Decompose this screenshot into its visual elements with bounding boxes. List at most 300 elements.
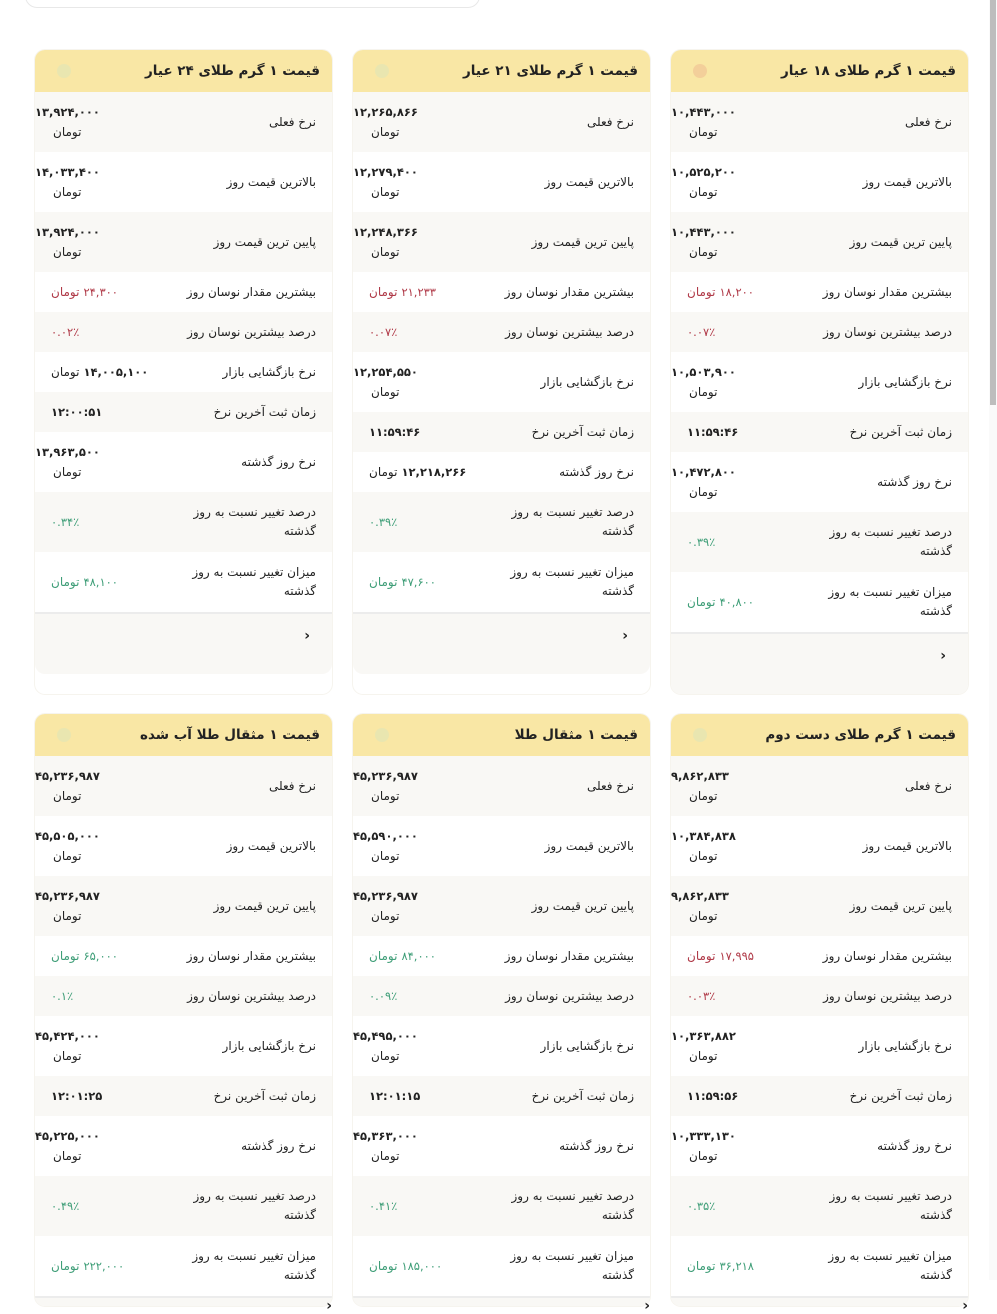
row-value <box>671 162 781 202</box>
row-label: زمان ثبت آخرین نرخ <box>849 1088 952 1103</box>
row-label: بالاترین قیمت روز <box>544 174 634 189</box>
row-value <box>353 946 463 966</box>
row-value <box>671 766 781 806</box>
value-number: ۱۱:۵۹:۴۶ <box>687 425 739 439</box>
value-number: ۴۵,۵۹۰,۰۰۰ <box>353 829 418 843</box>
currency-unit: تومان <box>689 485 718 499</box>
row-label: درصد تغییر نسبت به روز گذشته <box>511 505 634 538</box>
row-max-swing <box>353 272 650 312</box>
row-last-update-time <box>353 412 650 452</box>
row-value <box>353 162 463 202</box>
row-market-open <box>671 352 968 412</box>
row-previous-day <box>35 1116 332 1176</box>
card-footer <box>353 612 650 674</box>
value-number: ۱۰,۳۸۴,۸۳۸ <box>671 829 736 843</box>
row-value <box>671 532 781 552</box>
currency-unit: تومان <box>369 575 398 589</box>
row-label: بالاترین قیمت روز <box>862 174 952 189</box>
card-title: قیمت ۱ گرم طلای دست دوم <box>765 727 956 743</box>
row-value <box>35 1256 145 1276</box>
row-value <box>671 886 781 926</box>
value-number: ۱۲:۰۱:۱۵ <box>369 1089 421 1103</box>
currency-unit: تومان <box>53 849 82 863</box>
price-card-1 <box>671 50 968 694</box>
row-current-price <box>35 92 332 152</box>
row-value <box>353 572 463 592</box>
row-current-price <box>353 756 650 816</box>
card-title: قیمت ۱ گرم طلای ۲۴ عیار <box>144 63 320 79</box>
value-number: ۲۱,۲۳۳ <box>401 285 436 299</box>
currency-unit: تومان <box>689 245 718 259</box>
row-value <box>35 572 145 592</box>
row-label: میزان تغییر نسبت به روز گذشته <box>192 1249 316 1282</box>
row-label: بیشترین مقدار نوسان روز <box>186 948 316 963</box>
row-value <box>671 102 781 142</box>
chevron-left-icon[interactable]: ‹ <box>622 628 628 644</box>
value-number: ۴۵,۳۶۳,۰۰۰ <box>353 1129 418 1143</box>
row-change-amount <box>353 1236 650 1296</box>
value-number: ۱۳,۹۲۴,۰۰۰ <box>35 105 100 119</box>
currency-unit: تومان <box>369 465 398 479</box>
row-last-update-time <box>353 1076 650 1116</box>
row-label: پایین ترین قیمت روز <box>531 234 634 249</box>
value-number: ۱۱:۵۹:۴۶ <box>369 425 421 439</box>
row-label: نرخ فعلی <box>268 114 316 129</box>
row-value <box>353 1026 463 1066</box>
row-current-price <box>353 92 650 152</box>
row-value <box>353 1196 463 1216</box>
value-number: ۸۴,۰۰۰ <box>401 949 436 963</box>
row-change-amount <box>671 572 968 632</box>
value-number: ۴۸,۱۰۰ <box>83 575 118 589</box>
row-label: نرخ فعلی <box>268 778 316 793</box>
row-max-swing-pct <box>671 312 968 352</box>
row-value <box>353 362 463 402</box>
currency-unit: تومان <box>371 385 400 399</box>
row-label: پایین ترین قیمت روز <box>849 234 952 249</box>
card-title: قیمت ۱ مثقال طلا آب شده <box>139 727 320 743</box>
row-label: درصد تغییر نسبت به روز گذشته <box>829 1189 952 1222</box>
value-number: ۰.۳۵٪ <box>687 1199 716 1213</box>
card-footer <box>353 1296 650 1314</box>
row-max-swing <box>35 936 332 976</box>
row-label: بالاترین قیمت روز <box>226 838 316 853</box>
row-value <box>671 222 781 262</box>
row-previous-day <box>671 1116 968 1176</box>
row-change-pct <box>671 1176 968 1236</box>
row-label: نرخ فعلی <box>904 778 952 793</box>
card-footer <box>671 1296 968 1314</box>
row-value <box>35 1026 145 1066</box>
row-value <box>671 826 781 866</box>
row-label: نرخ بازگشایی بازار <box>540 1038 634 1053</box>
currency-unit: تومان <box>53 465 82 479</box>
currency-unit: تومان <box>371 1149 400 1163</box>
status-dot-icon <box>693 64 707 78</box>
row-label: نرخ فعلی <box>904 114 952 129</box>
value-number: ۱۳,۹۶۳,۵۰۰ <box>35 445 100 459</box>
price-rows <box>35 92 332 612</box>
row-change-amount <box>35 1236 332 1296</box>
currency-unit: تومان <box>51 949 80 963</box>
value-number: ۴۵,۴۹۵,۰۰۰ <box>353 1029 418 1043</box>
card-header <box>35 50 332 92</box>
currency-unit: تومان <box>687 285 716 299</box>
currency-unit: تومان <box>689 789 718 803</box>
row-day-high <box>35 816 332 876</box>
status-dot-icon <box>57 64 71 78</box>
row-day-low <box>671 876 968 936</box>
row-market-open <box>35 352 332 392</box>
row-label: نرخ فعلی <box>586 778 634 793</box>
value-number: ۱۴,۰۳۳,۴۰۰ <box>35 165 100 179</box>
value-number: ۰.۰۳٪ <box>687 989 716 1003</box>
currency-unit: تومان <box>371 789 400 803</box>
row-label: درصد تغییر نسبت به روز گذشته <box>829 525 952 558</box>
value-number: ۱۰,۵۰۳,۹۰۰ <box>671 365 736 379</box>
row-change-amount <box>35 552 332 612</box>
row-max-swing-pct <box>671 976 968 1016</box>
row-current-price <box>35 756 332 816</box>
row-value <box>671 986 781 1006</box>
value-number: ۰.۱٪ <box>51 989 74 1003</box>
value-number: ۱۲,۲۶۵,۸۶۶ <box>353 105 418 119</box>
currency-unit: تومان <box>689 185 718 199</box>
value-number: ۶۵,۰۰۰ <box>83 949 118 963</box>
value-number: ۲۲۲,۰۰۰ <box>83 1259 125 1273</box>
currency-unit: تومان <box>53 1049 82 1063</box>
value-number: ۹,۸۶۲,۸۳۳ <box>671 889 729 903</box>
row-value <box>35 1086 145 1106</box>
row-label: درصد بیشترین نوسان روز <box>187 988 316 1003</box>
value-number: ۴۵,۲۲۵,۰۰۰ <box>35 1129 100 1143</box>
row-label: نرخ بازگشایی بازار <box>540 374 634 389</box>
row-last-update-time <box>35 1076 332 1116</box>
currency-unit: تومان <box>51 365 80 379</box>
value-number: ۱۰,۴۴۳,۰۰۰ <box>671 105 736 119</box>
search-box[interactable] <box>25 0 480 8</box>
row-label: بیشترین مقدار نوسان روز <box>186 284 316 299</box>
row-label: نرخ بازگشایی بازار <box>222 1038 316 1053</box>
value-number: ۴۵,۵۰۵,۰۰۰ <box>35 829 100 843</box>
row-label: میزان تغییر نسبت به روز گذشته <box>510 565 634 598</box>
row-value <box>35 322 145 342</box>
row-value <box>35 1196 145 1216</box>
row-label: نرخ روز گذشته <box>559 1138 634 1153</box>
currency-unit: تومان <box>53 789 82 803</box>
row-max-swing-pct <box>35 976 332 1016</box>
row-label: درصد تغییر نسبت به روز گذشته <box>193 1189 316 1222</box>
row-value <box>35 282 145 302</box>
scrollbar[interactable] <box>989 0 997 1280</box>
row-value <box>353 1256 463 1276</box>
currency-unit: تومان <box>51 1259 80 1273</box>
row-value <box>671 322 781 342</box>
currency-unit: تومان <box>53 1149 82 1163</box>
row-label: میزان تغییر نسبت به روز گذشته <box>828 585 952 618</box>
value-number: ۹,۸۶۲,۸۳۳ <box>671 769 729 783</box>
row-value <box>353 102 463 142</box>
value-number: ۱۱:۵۹:۵۶ <box>687 1089 739 1103</box>
value-number: ۰.۳۴٪ <box>51 515 80 529</box>
row-value <box>35 766 145 806</box>
value-number: ۴۵,۲۳۶,۹۸۷ <box>35 769 100 783</box>
row-max-swing <box>671 936 968 976</box>
row-label: درصد بیشترین نوسان روز <box>823 324 952 339</box>
row-label: نرخ بازگشایی بازار <box>858 1038 952 1053</box>
row-max-swing <box>671 272 968 312</box>
row-label: زمان ثبت آخرین نرخ <box>213 1088 316 1103</box>
row-day-low <box>353 212 650 272</box>
price-rows <box>353 756 650 1296</box>
row-value <box>353 766 463 806</box>
row-label: درصد بیشترین نوسان روز <box>505 324 634 339</box>
currency-unit: تومان <box>51 575 80 589</box>
row-day-low <box>35 212 332 272</box>
price-card-3 <box>35 50 332 694</box>
value-number: ۱۲,۲۵۴,۵۵۰ <box>353 365 418 379</box>
currency-unit: تومان <box>371 1049 400 1063</box>
row-label: پایین ترین قیمت روز <box>213 898 316 913</box>
row-value <box>671 1026 781 1066</box>
row-value <box>353 1126 463 1166</box>
row-value <box>35 512 145 532</box>
value-number: ۱۸,۲۰۰ <box>719 285 754 299</box>
row-market-open <box>353 352 650 412</box>
currency-unit: تومان <box>689 909 718 923</box>
currency-unit: تومان <box>689 385 718 399</box>
row-last-update-time <box>671 1076 968 1116</box>
currency-unit: تومان <box>53 125 82 139</box>
currency-unit: تومان <box>51 285 80 299</box>
row-value <box>353 886 463 926</box>
chevron-left-icon[interactable]: ‹ <box>940 648 946 664</box>
card-header <box>671 50 968 92</box>
row-day-high <box>671 152 968 212</box>
value-number: ۰.۰۷٪ <box>687 325 716 339</box>
value-number: ۱۴,۰۰۵,۱۰۰ <box>83 365 149 379</box>
row-change-pct <box>353 1176 650 1236</box>
value-number: ۰.۳۹٪ <box>369 515 398 529</box>
row-label: پایین ترین قیمت روز <box>213 234 316 249</box>
row-max-swing-pct <box>35 312 332 352</box>
row-label: بیشترین مقدار نوسان روز <box>504 284 634 299</box>
value-number: ۴۷,۶۰۰ <box>401 575 436 589</box>
value-number: ۱۲:۰۰:۵۱ <box>51 405 103 419</box>
row-value <box>671 1256 781 1276</box>
gold-price-grid <box>35 50 968 1314</box>
currency-unit: تومان <box>689 1049 718 1063</box>
currency-unit: تومان <box>687 1259 716 1273</box>
row-label: زمان ثبت آخرین نرخ <box>213 404 316 419</box>
row-value <box>353 986 463 1006</box>
row-label: درصد بیشترین نوسان روز <box>187 324 316 339</box>
row-label: نرخ فعلی <box>586 114 634 129</box>
value-number: ۴۰,۸۰۰ <box>719 595 754 609</box>
currency-unit: تومان <box>369 285 398 299</box>
value-number: ۱۷,۹۹۵ <box>719 949 754 963</box>
row-value <box>35 1126 145 1166</box>
value-number: ۴۵,۴۲۴,۰۰۰ <box>35 1029 100 1043</box>
value-number: ۱۲,۲۱۸,۲۶۶ <box>401 465 467 479</box>
card-title: قیمت ۱ گرم طلای ۲۱ عیار <box>462 63 638 79</box>
row-day-low <box>671 212 968 272</box>
status-dot-icon <box>375 728 389 742</box>
row-market-open <box>353 1016 650 1076</box>
currency-unit: تومان <box>369 949 398 963</box>
value-number: ۱۲:۰۱:۲۵ <box>51 1089 103 1103</box>
value-number: ۱۲,۲۷۹,۴۰۰ <box>353 165 418 179</box>
row-day-low <box>353 876 650 936</box>
currency-unit: تومان <box>687 949 716 963</box>
row-value <box>35 946 145 966</box>
row-max-swing-pct <box>353 312 650 352</box>
row-label: نرخ روز گذشته <box>877 1138 952 1153</box>
row-value <box>353 826 463 866</box>
chevron-left-icon[interactable]: ‹ <box>644 1298 650 1314</box>
card-title: قیمت ۱ مثقال طلا <box>514 727 638 743</box>
row-max-swing-pct <box>353 976 650 1016</box>
value-number: ۰.۰۲٪ <box>51 325 80 339</box>
currency-unit: تومان <box>689 1149 718 1163</box>
card-footer <box>671 632 968 694</box>
row-change-pct <box>671 512 968 572</box>
row-label: پایین ترین قیمت روز <box>849 898 952 913</box>
status-dot-icon <box>693 728 707 742</box>
row-label: درصد بیشترین نوسان روز <box>505 988 634 1003</box>
row-value <box>353 282 463 302</box>
row-value <box>671 1086 781 1106</box>
row-change-pct <box>35 1176 332 1236</box>
row-label: بالاترین قیمت روز <box>544 838 634 853</box>
row-value <box>671 1196 781 1216</box>
row-label: بیشترین مقدار نوسان روز <box>822 284 952 299</box>
row-previous-day <box>35 432 332 492</box>
row-value <box>353 222 463 262</box>
row-label: زمان ثبت آخرین نرخ <box>849 424 952 439</box>
row-value <box>353 1086 463 1106</box>
row-value <box>671 592 781 612</box>
row-label: نرخ روز گذشته <box>877 474 952 489</box>
row-value <box>671 422 781 442</box>
card-footer <box>35 612 332 674</box>
currency-unit: تومان <box>53 185 82 199</box>
row-label: پایین ترین قیمت روز <box>531 898 634 913</box>
row-label: زمان ثبت آخرین نرخ <box>531 424 634 439</box>
row-label: بالاترین قیمت روز <box>862 838 952 853</box>
value-number: ۰.۴۹٪ <box>51 1199 80 1213</box>
row-max-swing <box>35 272 332 312</box>
card-header <box>353 50 650 92</box>
row-label: بیشترین مقدار نوسان روز <box>504 948 634 963</box>
row-day-high <box>671 816 968 876</box>
row-previous-day <box>671 452 968 512</box>
value-number: ۴۵,۲۳۶,۹۸۷ <box>353 889 418 903</box>
currency-unit: تومان <box>369 1259 398 1273</box>
row-value <box>35 986 145 1006</box>
value-number: ۱۰,۴۷۲,۸۰۰ <box>671 465 736 479</box>
chevron-left-icon[interactable]: ‹ <box>962 1298 968 1314</box>
row-value <box>35 362 149 382</box>
value-number: ۱۰,۴۴۳,۰۰۰ <box>671 225 736 239</box>
row-market-open <box>671 1016 968 1076</box>
row-label: درصد بیشترین نوسان روز <box>823 988 952 1003</box>
row-value <box>35 886 145 926</box>
row-max-swing <box>353 936 650 976</box>
row-label: نرخ روز گذشته <box>241 454 316 469</box>
value-number: ۱۳,۹۲۴,۰۰۰ <box>35 225 100 239</box>
row-value <box>35 826 145 866</box>
scrollbar-thumb[interactable] <box>990 0 996 405</box>
card-header <box>35 714 332 756</box>
row-value <box>35 222 145 262</box>
value-number: ۰.۰۷٪ <box>369 325 398 339</box>
card-header <box>671 714 968 756</box>
card-header <box>353 714 650 756</box>
price-card-2 <box>353 50 650 694</box>
row-label: نرخ روز گذشته <box>559 464 634 479</box>
value-number: ۳۶,۲۱۸ <box>719 1259 754 1273</box>
price-rows <box>353 92 650 612</box>
row-label: زمان ثبت آخرین نرخ <box>531 1088 634 1103</box>
status-dot-icon <box>375 64 389 78</box>
value-number: ۲۴,۳۰۰ <box>83 285 118 299</box>
row-label: میزان تغییر نسبت به روز گذشته <box>510 1249 634 1282</box>
row-label: نرخ بازگشایی بازار <box>858 374 952 389</box>
row-label: نرخ روز گذشته <box>241 1138 316 1153</box>
currency-unit: تومان <box>687 595 716 609</box>
currency-unit: تومان <box>689 849 718 863</box>
row-last-update-time <box>35 392 332 432</box>
row-value <box>35 402 145 422</box>
row-previous-day <box>353 452 650 492</box>
row-label: میزان تغییر نسبت به روز گذشته <box>192 565 316 598</box>
row-current-price <box>671 756 968 816</box>
row-value <box>671 362 781 402</box>
row-value <box>671 1126 781 1166</box>
row-label: نرخ بازگشایی بازار <box>222 364 316 379</box>
currency-unit: تومان <box>371 909 400 923</box>
card-footer <box>35 1296 332 1314</box>
value-number: ۱۸۵,۰۰۰ <box>401 1259 443 1273</box>
row-day-high <box>353 816 650 876</box>
chevron-left-icon[interactable]: ‹ <box>304 628 310 644</box>
chevron-left-icon[interactable]: ‹ <box>326 1298 332 1314</box>
row-label: درصد تغییر نسبت به روز گذشته <box>193 505 316 538</box>
row-value <box>353 422 463 442</box>
price-card-6 <box>35 714 332 1314</box>
row-label: درصد تغییر نسبت به روز گذشته <box>511 1189 634 1222</box>
currency-unit: تومان <box>371 125 400 139</box>
value-number: ۰.۰۹٪ <box>369 989 398 1003</box>
value-number: ۴۵,۲۳۶,۹۸۷ <box>353 769 418 783</box>
value-number: ۰.۳۹٪ <box>687 535 716 549</box>
row-change-amount <box>671 1236 968 1296</box>
price-rows <box>671 756 968 1296</box>
status-dot-icon <box>57 728 71 742</box>
price-card-5 <box>353 714 650 1314</box>
row-current-price <box>671 92 968 152</box>
currency-unit: تومان <box>53 245 82 259</box>
value-number: ۱۰,۳۶۳,۸۸۲ <box>671 1029 736 1043</box>
row-value <box>353 462 467 482</box>
row-value <box>671 462 781 502</box>
currency-unit: تومان <box>371 245 400 259</box>
row-day-high <box>353 152 650 212</box>
currency-unit: تومان <box>689 125 718 139</box>
row-label: بالاترین قیمت روز <box>226 174 316 189</box>
row-label: بیشترین مقدار نوسان روز <box>822 948 952 963</box>
